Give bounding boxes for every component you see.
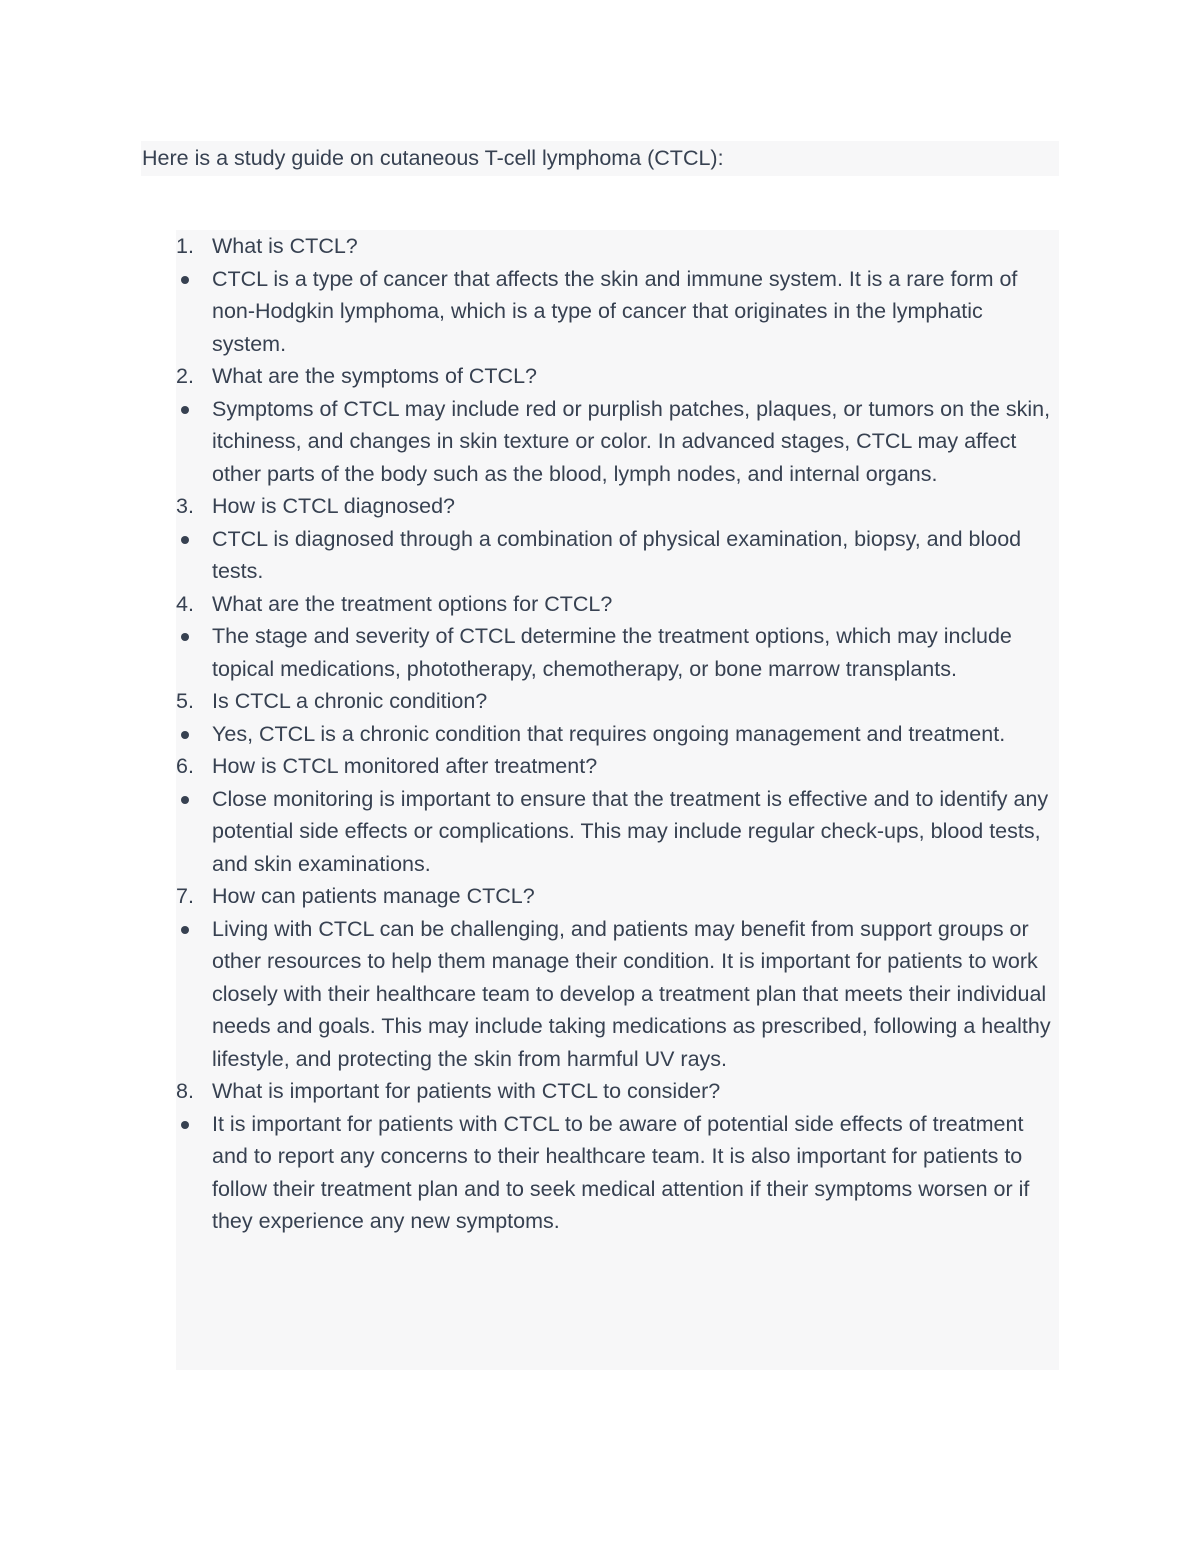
question-item bbox=[176, 750, 1059, 783]
question-number: 2. bbox=[176, 364, 194, 388]
answer-text: Close monitoring is important to ensure that the treatment is effective and to identify any potential side effects or complications. This may include regular check-ups, blood tests, and skin examinations. bbox=[212, 786, 1049, 876]
bullet-icon bbox=[181, 731, 189, 739]
question-number: 4. bbox=[176, 591, 194, 616]
question-item bbox=[176, 685, 1059, 718]
answer-item bbox=[176, 620, 1059, 685]
question-text: How can patients manage CTCL? bbox=[212, 884, 535, 908]
study-guide-list bbox=[176, 230, 1059, 1370]
answer-text: CTCL is diagnosed through a combination of physical examination, biopsy, and blood tests. bbox=[212, 526, 1022, 583]
question-item bbox=[176, 360, 1059, 393]
bullet-icon bbox=[181, 406, 189, 414]
question-number: 6. bbox=[176, 754, 194, 778]
question-item bbox=[176, 490, 1059, 523]
question-text: How is CTCL diagnosed? bbox=[212, 494, 455, 518]
question-text: How is CTCL monitored after treatment? bbox=[212, 754, 598, 778]
bullet-icon bbox=[181, 796, 189, 804]
bullet-icon bbox=[181, 276, 189, 284]
question-item bbox=[176, 1075, 1059, 1108]
question-text: What is CTCL? bbox=[212, 234, 358, 258]
answer-text: Living with CTCL can be challenging, and patients may benefit from support groups or other resources to help them manage their condition. It is important for patients to work closely with their healthcare team to develop a treatment plan that meets their individual needs and goals. This may include taking medications as prescribed, following a healthy lifestyle, and protecting the skin from harmful UV rays. bbox=[212, 916, 1051, 1071]
answer-item bbox=[176, 913, 1059, 1076]
question-item bbox=[176, 230, 1059, 263]
bullet-icon bbox=[181, 633, 189, 641]
answer-text: CTCL is a type of cancer that affects the skin and immune system. It is a rare form of non-Hodgkin lymphoma, which is a type of cancer that originates in the lymphatic system. bbox=[212, 266, 1018, 356]
question-number: 7. bbox=[176, 884, 194, 908]
question-item bbox=[176, 588, 1059, 621]
question-number: 3. bbox=[176, 494, 194, 518]
intro-text: Here is a study guide on cutaneous T-cell lymphoma (CTCL): bbox=[141, 141, 1059, 176]
qa-list bbox=[176, 230, 1059, 1238]
answer-text: Yes, CTCL is a chronic condition that requires ongoing management and treatment. bbox=[212, 721, 1006, 746]
answer-item bbox=[176, 263, 1059, 361]
bullet-icon bbox=[181, 536, 189, 544]
bullet-icon bbox=[181, 1121, 189, 1129]
question-text: Is CTCL a chronic condition? bbox=[212, 689, 488, 713]
question-item bbox=[176, 880, 1059, 913]
question-number: 8. bbox=[176, 1079, 194, 1103]
question-number: 5. bbox=[176, 689, 194, 713]
answer-item bbox=[176, 718, 1059, 751]
question-number: 1. bbox=[176, 234, 194, 258]
bullet-icon bbox=[181, 926, 189, 934]
answer-text: It is important for patients with CTCL to be aware of potential side effects of treatment and to report any concerns to their healthcare team. It is also important for patients to follow their treatment plan and to seek medical attention if their symptoms worsen or if they experience any new symptoms. bbox=[212, 1111, 1030, 1233]
question-text: What are the treatment options for CTCL? bbox=[212, 591, 613, 616]
question-text: What are the symptoms of CTCL? bbox=[212, 364, 537, 388]
answer-item bbox=[176, 783, 1059, 881]
question-text: What is important for patients with CTCL to consider? bbox=[212, 1079, 721, 1103]
answer-item bbox=[176, 1108, 1059, 1238]
answer-text: Symptoms of CTCL may include red or purplish patches, plaques, or tumors on the skin, itchiness, and changes in skin texture or color. In advanced stages, CTCL may affect other parts of the body such as the blood, lymph nodes, and internal organs. bbox=[212, 396, 1051, 486]
answer-item bbox=[176, 523, 1059, 588]
answer-text: The stage and severity of CTCL determine the treatment options, which may include topical medications, phototherapy, chemotherapy, or bone marrow transplants. bbox=[212, 624, 1012, 681]
answer-item bbox=[176, 393, 1059, 491]
